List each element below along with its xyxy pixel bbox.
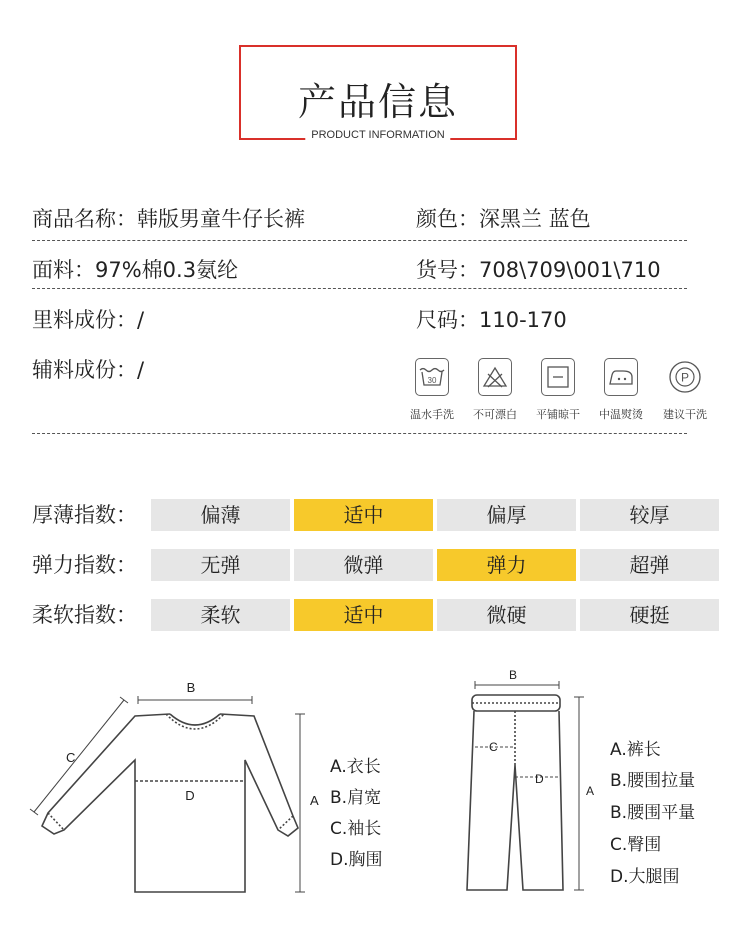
no-bleach-icon — [478, 358, 512, 396]
care-label: 不可漂白 — [473, 408, 517, 421]
title-box — [239, 45, 517, 140]
rating-label: 厚薄指数： — [32, 503, 137, 527]
rating-option: 柔软 — [151, 599, 290, 631]
wash-30-icon — [415, 358, 449, 396]
rating-option: 微硬 — [437, 599, 576, 631]
dimension-mark: C — [66, 750, 76, 765]
iron-medium-icon — [604, 358, 638, 396]
legend-item: C.袖长 — [330, 819, 382, 839]
care-item — [402, 358, 462, 422]
dry-clean-mark: P — [680, 370, 690, 385]
page-subtitle: PRODUCT INFORMATION — [305, 129, 450, 141]
pants-size-diagram — [455, 665, 605, 905]
rating-option: 无弹 — [151, 549, 290, 581]
divider — [32, 240, 687, 241]
care-item — [528, 358, 588, 422]
dimension-mark: B — [186, 680, 196, 695]
rating-option: 硬挺 — [580, 599, 719, 631]
rating-label: 柔软指数： — [32, 603, 137, 627]
product-accessory: 辅料成份：/ — [32, 358, 145, 382]
dimension-mark: A — [586, 784, 595, 798]
page-title: 产品信息 — [297, 80, 458, 124]
rating-row-softness — [32, 599, 722, 631]
rating-label: 弹力指数： — [32, 553, 137, 577]
legend-item: B.肩宽 — [330, 788, 382, 808]
rating-option: 偏厚 — [437, 499, 576, 531]
legend-item: B.腰围平量 — [610, 803, 696, 823]
legend-item: C.臀围 — [610, 835, 662, 855]
product-name: 商品名称：韩版男童牛仔长裤 — [32, 207, 305, 231]
care-label: 中温熨烫 — [599, 408, 643, 421]
rating-option: 较厚 — [580, 499, 719, 531]
product-lining: 里料成份：/ — [32, 308, 145, 332]
divider — [32, 288, 687, 289]
dry-clean-icon — [668, 358, 702, 396]
product-fabric: 面料：97%棉0.3氨纶 — [32, 258, 239, 282]
rating-option: 适中 — [294, 499, 433, 531]
shirt-size-diagram — [20, 670, 330, 910]
dimension-mark: B — [508, 668, 518, 682]
care-item — [591, 358, 651, 422]
care-item — [465, 358, 525, 422]
legend-item: A.衣长 — [330, 757, 381, 777]
dimension-mark: C — [489, 740, 498, 754]
wash-temp-mark: 30 — [427, 376, 437, 385]
care-item — [655, 358, 715, 422]
product-item-no: 货号：708\709\001\710 — [416, 258, 661, 282]
rating-option: 弹力 — [437, 549, 576, 581]
legend-item: D.胸围 — [330, 850, 383, 870]
dimension-mark: D — [535, 772, 544, 786]
rating-option: 偏薄 — [151, 499, 290, 531]
rating-row-elasticity — [32, 549, 722, 581]
legend-item: D.大腿围 — [610, 867, 680, 887]
care-label: 建议干洗 — [663, 408, 707, 421]
dry-flat-icon — [541, 358, 575, 396]
legend-item: A.裤长 — [610, 740, 661, 760]
legend-item: B.腰围拉量 — [610, 771, 696, 791]
rating-option: 超弹 — [580, 549, 719, 581]
rating-option: 适中 — [294, 599, 433, 631]
product-size: 尺码：110-170 — [416, 308, 567, 332]
care-label: 平铺晾干 — [536, 408, 580, 421]
care-label: 温水手洗 — [410, 408, 454, 421]
dimension-mark: D — [185, 788, 195, 803]
divider — [32, 433, 687, 434]
product-color: 颜色：深黑兰 蓝色 — [416, 207, 591, 231]
rating-option: 微弹 — [294, 549, 433, 581]
rating-row-thickness — [32, 499, 722, 531]
dimension-mark: A — [310, 793, 319, 808]
